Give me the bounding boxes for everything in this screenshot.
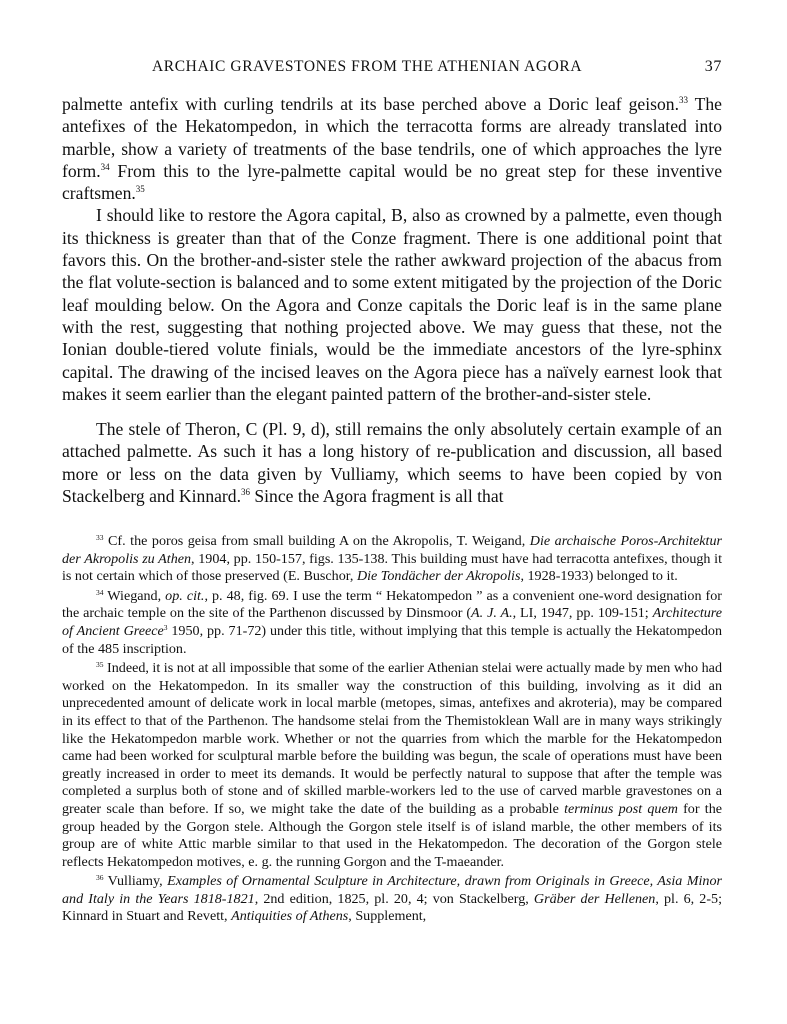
text-run: The antefixes of the Hekatompedon, in which the terracotta forms are already translated into marble, show a variety of treatments of the base tendrils, one of which approaches the lyre form. [62,94,722,181]
text-run: From this to the lyre-palmette capital would be no great step for these inventive craftsmen. [62,160,722,204]
text-run: , p. 48, fig. 69. I use the term “ Hekatompedon ” as a convenient one-word designation for the archaic temple on the site of the Parthenon discussed by Dinsmoor ( [62,587,722,622]
italic-title: Architecture of Ancient Greece [62,605,723,639]
text-run: Wiegand, [103,587,166,604]
text-run: for the group headed by the Gorgon stele. Although the Gorgon stele itself is of island marble, the other members of its group are of white Attic marble similar to that used in the Hekatompedon. The decoration of the Gorgon stele reflects Hekatompedon motives, e. g. the running Gorgon and the T-maeander. [62,800,722,870]
footnote-ref-35[interactable]: 35 [135,184,145,195]
text-run: , 1928-1933) belonged to it. [520,568,678,585]
footnote-36 [62,873,722,926]
paragraph-2: I should like to restore the Agora capital, B, also as crowned by a palmette, even though its thickness is greater than that of the Conze fragment. There is one additional point that favors this. On the brother-and-sister stele the rather awkward projection of the abacus from the flat volute-section is balanced and to some extent mitigated by the projection of the Doric leaf moulding below. On the Agora and Conze capitals the Doric leaf is in the same plane with the rest, suggesting that nothing projected above. We may guess that these, not the Ionian double-tiered volute finials, would be the immediate ancestors of the lyre-sphinx capital. The drawing of the incised leaves on the Agora piece has a naïvely earnest look that makes it seem earlier than the elegant painted pattern of the brother-and-sister stele. [62,205,722,404]
footnote-ref-34[interactable]: 34 [100,161,110,172]
text-run: , 1904, pp. 150-157, figs. 135-138. This building must have had terracotta antefixes, though it is not certain which of those preserved (E. Buschor, [62,550,722,585]
footnote-number: 33 [96,533,104,542]
text-run: Since the Agora fragment is all that [249,486,504,507]
italic-term: terminus post quem [564,800,678,817]
text-run: Cf. the poros geisa from small building A on the Akropolis, T. Weigand, [103,533,530,549]
footnote-number: 35 [96,660,104,670]
footnote-33 [62,533,722,586]
footnote-ref-36[interactable]: 36 [240,487,250,498]
running-title: ARCHAIC GRAVESTONES FROM THE ATHENIAN AGORA [152,58,583,75]
text-run: , LI, 1947, pp. 109-151; [512,605,653,622]
italic-title: op. cit. [165,587,205,604]
text-run: 1950, pp. 71-72) under this title, without implying that this temple is actually the Hekatompedon of the 485 inscription. [62,622,722,657]
footnotes [62,533,722,928]
edition-superscript: 3 [163,622,168,632]
italic-title: A. J. A. [471,605,513,622]
text-run: , 2nd edition, 1825, pl. 20, 4; von Stackelberg, [254,890,534,907]
text-run: Vulliamy, [103,873,168,890]
footnote-number: 34 [96,587,104,597]
italic-title: Examples of Ornamental Sculpture in Architecture, drawn from Originals in Greece, Asia Minor and Italy in the Years 1818-1821 [62,873,722,907]
italic-title: Die archaische Poros-Architektur der Akropolis zu Athen [62,533,723,567]
footnote-number: 36 [96,873,104,883]
main-text [62,93,722,507]
text-run: Indeed, it is not at all impossible that some of the earlier Athenian stelai were actually made by men who had worked on the Hekatompedon. In its smaller way the construction of this building, involving as it did an unprecedented amount of delicate work in local marble (metopes, simas, antefixes and akroteria), may be compared in its effect to that of the Parthenon. The handsome stelai from the Themistoklean Wall are in many ways strikingly like the Hekatompedon marble work. Whether or not the quarries from which the marble for the Hekatompedon came had been worked for sculptural marble before the building was begun, the scale of operations must have been greatly increased in order to meet its demands. It would be perfectly natural to suppose that after the temple was completed a surplus both of stone and of skilled marble-workers led to the use of carved marble gravestones on a greater scale than before. If so, we might take the date of the building as a probable [62,660,722,817]
page-number: 37 [704,58,722,75]
running-header [62,58,722,82]
footnote-ref-33[interactable]: 33 [678,95,688,105]
text-run: palmette antefix with curling tendrils at its base perched above a Doric leaf geison. [62,94,679,114]
footnote-34 [62,588,722,658]
text-run: , Supplement, [348,908,427,925]
italic-title: Gräber der Hellenen [533,890,656,907]
paragraph-3 [62,418,722,507]
text-run: , pl. 6, 2-5; Kinnard in Stuart and Revett, [62,890,722,925]
italic-title: Die Tondächer der Akropolis [356,568,521,585]
paragraph-1 [62,93,722,204]
footnote-35 [62,660,722,871]
text-run: The stele of Theron, C (Pl. 9, d), still remains the only absolutely certain example of an attached palmette. As such it has a long history of re-publication and discussion, all based more or less on the data given by Vulliamy, which seems to have been copied by von Stackelberg and Kinnard. [62,419,722,507]
italic-title: Antiquities of Athens [231,908,349,925]
